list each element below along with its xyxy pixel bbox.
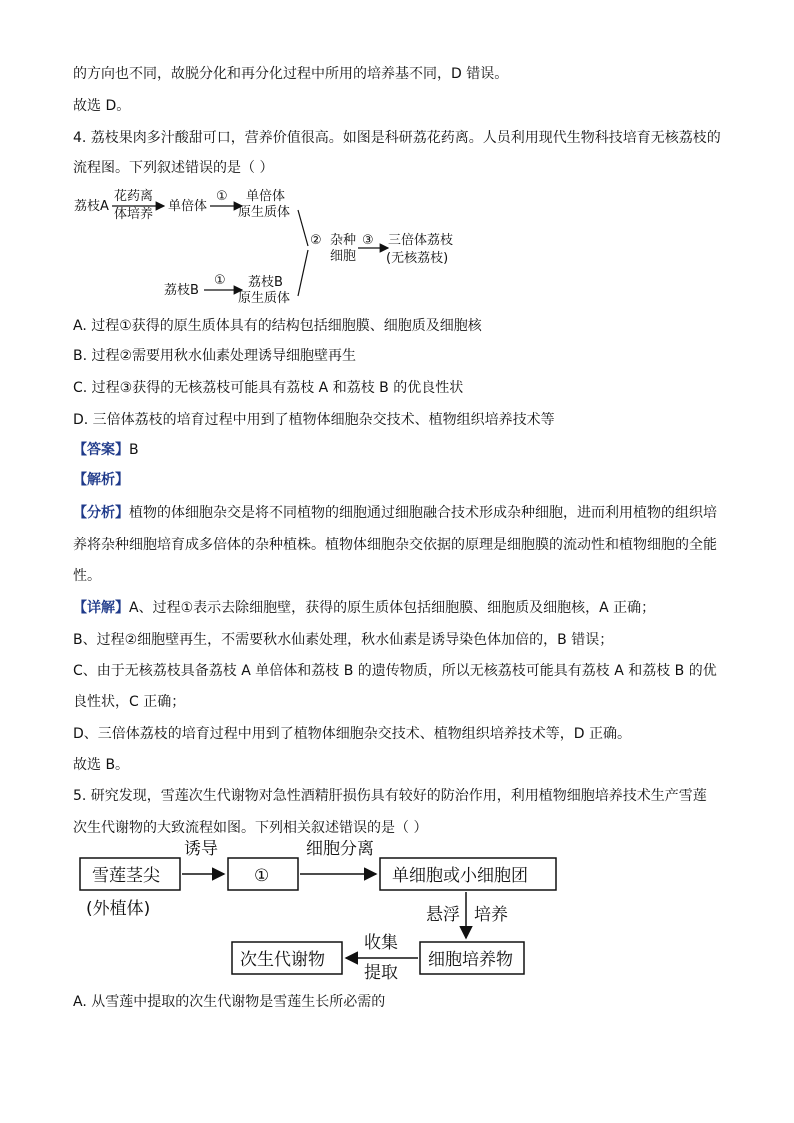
fenxi-tag: 【分析】 [73, 505, 129, 521]
detail-line: C、由于无核荔枝具备荔枝 A 单倍体和荔枝 B 的遗传物质，所以无核荔枝可能具有荔枝 A 和荔枝 B 的优 [73, 663, 717, 679]
step-label: 体培养 [114, 207, 154, 222]
step-number: ① [214, 273, 226, 288]
protoplast-label: 荔枝B [248, 275, 283, 290]
arrow-label: 提取 [364, 963, 398, 982]
arrow-label: 培养 [474, 905, 508, 925]
option-b: B. 过程②需要用秋水仙素处理诱导细胞壁再生 [73, 348, 357, 364]
text-line: 故选 D。 [73, 98, 131, 114]
xiangjie-text: A、过程①表示去除细胞壁，获得的原生质体包括细胞膜、细胞质及细胞核，A 正确； [129, 600, 656, 616]
analysis-line: 养将杂种细胞培育成多倍体的杂种植株。植物体细胞杂交依据的原理是细胞膜的流动性和植物细胞的全能 [73, 537, 717, 553]
question-5-stem: 5. 研究发现，雪莲次生代谢物对急性酒精肝损伤具有较好的防治作用，利用植物细胞培养技术生产雪莲 [73, 788, 707, 804]
answer-value: B [129, 442, 139, 458]
lychee-a-label: 荔枝A [74, 199, 109, 214]
protoplast-label: 原生质体 [238, 291, 291, 306]
option-c: C. 过程③获得的无核荔枝可能具有荔枝 A 和荔枝 B 的优良性状 [73, 380, 464, 396]
detail-line: B、过程②细胞壁再生，不需要秋水仙素处理，秋水仙素是诱导染色体加倍的，B 错误； [73, 632, 614, 648]
box-label: 细胞培养物 [428, 950, 513, 970]
hybrid-label: 杂种 [330, 233, 357, 248]
box-label: 次生代谢物 [240, 950, 325, 970]
box-label: 雪莲茎尖 [92, 866, 160, 886]
step-number: ③ [362, 233, 374, 248]
step-label: 花药离 [114, 189, 154, 204]
result-label: 三倍体荔枝 [388, 233, 454, 248]
question-5-stem: 次生代谢物的大致流程如图。下列相关叙述错误的是（ ） [73, 820, 428, 836]
arrow-label: 收集 [364, 933, 398, 953]
lychee-flow-diagram [70, 186, 470, 310]
protoplast-label: 原生质体 [238, 205, 291, 220]
detail-line [73, 598, 655, 618]
analysis-line: 性。 [73, 568, 101, 584]
merge-line [298, 210, 308, 246]
option-d: D. 三倍体荔枝的培育过程中用到了植物体细胞杂交技术、植物组织培养技术等 [73, 412, 555, 428]
analysis-line [73, 503, 717, 523]
analysis-tag: 【解析】 [73, 472, 129, 488]
lychee-b-label: 荔枝B [164, 283, 199, 298]
detail-line: 良性状，C 正确； [73, 694, 186, 710]
result-label: (无核荔枝) [386, 251, 449, 266]
arrow-label: 诱导 [184, 840, 218, 859]
detail-line: 故选 B。 [73, 757, 130, 773]
question-4-stem: 4. 荔枝果肉多汁酸甜可口，营养价值很高。如图是科研荔花药离。人员利用现代生物科技培育无核荔枝的 [73, 130, 721, 146]
xiangjie-tag: 【详解】 [73, 600, 129, 616]
answer-line [73, 440, 139, 460]
question-5-option-a: A. 从雪莲中提取的次生代谢物是雪莲生长所必需的 [73, 994, 386, 1010]
protoplast-label: 单倍体 [246, 189, 286, 204]
merge-line [298, 250, 308, 296]
question-4-stem: 流程图。下列叙述错误的是（ ） [73, 160, 274, 176]
haploid-label: 单倍体 [168, 199, 208, 214]
step-number: ① [216, 189, 228, 204]
text-line: 的方向也不同，故脱分化和再分化过程中所用的培养基不同，D 错误。 [73, 66, 509, 82]
step-number: ② [310, 233, 322, 248]
arrow-label: 悬浮 [426, 905, 460, 925]
explant-label: (外植体) [86, 899, 151, 919]
snow-lotus-flow-diagram [74, 840, 564, 982]
box-label: 单细胞或小细胞团 [392, 866, 528, 886]
hybrid-label: 细胞 [330, 249, 357, 264]
answer-tag: 【答案】 [73, 442, 129, 458]
option-a: A. 过程①获得的原生质体具有的结构包括细胞膜、细胞质及细胞核 [73, 318, 482, 334]
box-label: ① [254, 866, 270, 886]
arrow-label: 细胞分离 [306, 840, 374, 859]
analysis-heading [73, 470, 129, 490]
detail-line: D、三倍体荔枝的培育过程中用到了植物体细胞杂交技术、植物组织培养技术等，D 正确。 [73, 726, 632, 742]
fenxi-text: 植物的体细胞杂交是将不同植物的细胞通过细胞融合技术形成杂种细胞，进而利用植物的组织培 [129, 505, 717, 521]
